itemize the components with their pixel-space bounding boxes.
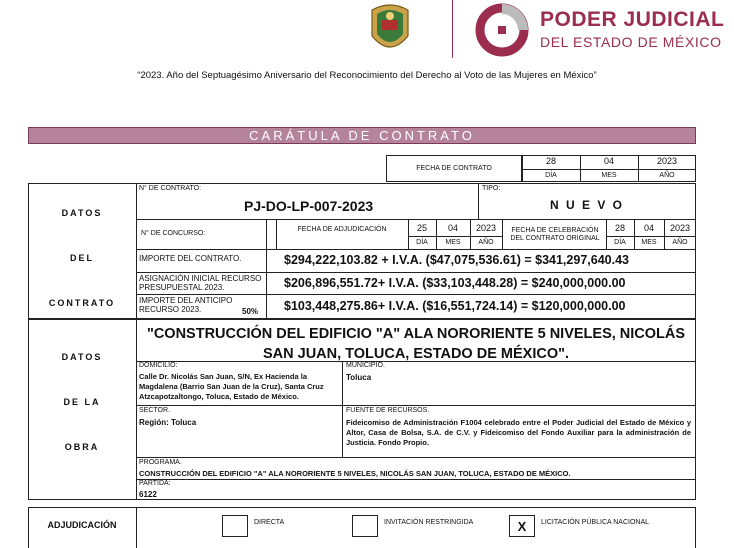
licitacion-checkbox[interactable]	[509, 515, 535, 537]
municipio-label: MUNICIPIO.	[346, 362, 385, 369]
side-de-la: DE LA	[63, 397, 101, 407]
adj-dia: 25	[416, 223, 427, 233]
side-contrato: CONTRATO	[48, 298, 116, 308]
invitacion-label: INVITACIÓN RESTRINGIDA	[384, 519, 474, 526]
motto: “2023. Año del Septuagésimo Aniversario del Reconocimiento del Derecho al Voto de las Mujeres en México”	[137, 70, 597, 81]
domicilio-value: Calle Dr. Nicolás San Juan, S/N, Ex Hacienda la Magdalena (Barrio San Juan de la Cruz), Santa Cruz Atzcapotzaltongo, Toluca, Estado de México.	[139, 372, 324, 401]
fecha-anio-label: AÑO	[659, 172, 675, 179]
domicilio-label: DOMICILIO:	[139, 362, 178, 369]
fecha-dia-label: DÍA	[545, 172, 557, 179]
anticipo-label: IMPORTE DEL ANTICIPO RECURSO 2023.	[139, 296, 233, 314]
importe-label: IMPORTE DEL CONTRATO.	[139, 254, 242, 263]
anticipo-pct: 50%	[242, 307, 259, 316]
sector-value: Región: Toluca	[139, 418, 197, 427]
side-obra: OBRA	[64, 442, 100, 452]
adj-mes-label: MES	[445, 239, 461, 246]
programa-label: PROGRAMA.	[139, 459, 182, 466]
num-contrato-label: N° DE CONTRATO:	[139, 185, 202, 192]
partida-label: PARTIDA:	[139, 480, 171, 487]
municipio-value: Toluca	[346, 373, 372, 382]
state-coat-of-arms	[368, 2, 412, 58]
licitacion-label: LICITACIÓN PÚBLICA NACIONAL	[541, 519, 650, 526]
adj-dia-label: DÍA	[416, 239, 428, 246]
num-contrato: PJ-DO-LP-007-2023	[244, 198, 374, 214]
title-bar	[28, 127, 696, 144]
tipo-label: TIPO:	[482, 185, 501, 192]
directa-checkbox[interactable]	[222, 515, 248, 537]
fecha-contrato-dia: 28	[545, 156, 556, 166]
cel-mes-label: MES	[641, 239, 657, 246]
tipo-value: N U E V O	[550, 198, 625, 212]
fuente-value: Fideicomiso de Administración F1004 celebrado entre el Poder Judicial del Estado de México y Altor, Casa de Bolsa, S.A. de C.V. y Fideicomiso del Fondo Auxiliar para la administración de Justicia. Fondo Propio.	[346, 418, 691, 447]
cel-mes: 04	[643, 223, 654, 233]
directa-label: DIRECTA	[254, 519, 285, 526]
brand-line-2: DEL ESTADO DE MÉXICO	[540, 34, 722, 50]
licitacion-check-mark: X	[517, 519, 527, 534]
side-datos-obra: DATOS	[61, 352, 103, 362]
cel-anio: 2023	[669, 223, 691, 233]
sector-label: SECTOR.	[139, 407, 170, 414]
celebracion-date-label: FECHA DE CELEBRACIÓN DEL CONTRATO ORIGINAL	[510, 227, 600, 242]
anticipo-value: $103,448,275.86+ I.V.A. ($16,551,724.14) = $120,000,000.00	[284, 299, 626, 313]
partida-value: 6122	[139, 490, 157, 499]
importe-value: $294,222,103.82 + I.V.A. ($47,075,536.61) = $341,297,640.43	[284, 253, 629, 267]
title-text: CARÁTULA DE CONTRATO	[249, 128, 475, 143]
adjudicacion-date-label: FECHA DE ADJUDICACIÓN	[297, 226, 387, 233]
fecha-contrato-mes: 04	[603, 156, 614, 166]
cel-anio-label: AÑO	[672, 239, 688, 246]
obra-titulo: "CONSTRUCCIÓN DEL EDIFICIO "A" ALA NORORIENTE 5 NIVELES, NICOLÁS SAN JUAN, TOLUCA, ESTADO DE MÉXICO".	[146, 326, 686, 362]
fecha-mes-label: MES	[601, 172, 617, 179]
fecha-contrato-anio: 2023	[656, 156, 678, 166]
side-del: DEL	[70, 253, 94, 263]
programa-value: CONSTRUCCIÓN DEL EDIFICIO "A" ALA NORORIENTE 5 NIVELES, NICOLÁS SAN JUAN, TOLUCA, ESTADO DE MÉXICO.	[139, 469, 571, 478]
num-concurso-label: N° DE CONCURSO:	[141, 230, 206, 237]
fuente-label: FUENTE DE RECURSOS.	[346, 407, 430, 414]
asignacion-value: $206,896,551.72+ I.V.A. ($33,103,448.28) = $240,000,000.00	[284, 276, 626, 290]
judicial-logo-icon	[474, 2, 530, 58]
adj-anio: 2023	[475, 223, 497, 233]
cel-dia-label: DÍA	[614, 239, 626, 246]
invitacion-checkbox[interactable]	[352, 515, 378, 537]
cel-dia: 28	[614, 223, 625, 233]
asignacion-label: ASIGNACIÓN INICIAL RECURSO PRESUPUESTAL 2023.	[139, 274, 262, 292]
fecha-contrato-label: FECHA DE CONTRATO	[386, 155, 522, 182]
side-datos: DATOS	[61, 208, 103, 218]
adjudicacion-label: ADJUDICACIÓN	[47, 520, 117, 530]
brand-line-1: PODER JUDICIAL	[540, 8, 725, 31]
adj-mes: 04	[447, 223, 458, 233]
adj-anio-label: AÑO	[478, 239, 494, 246]
